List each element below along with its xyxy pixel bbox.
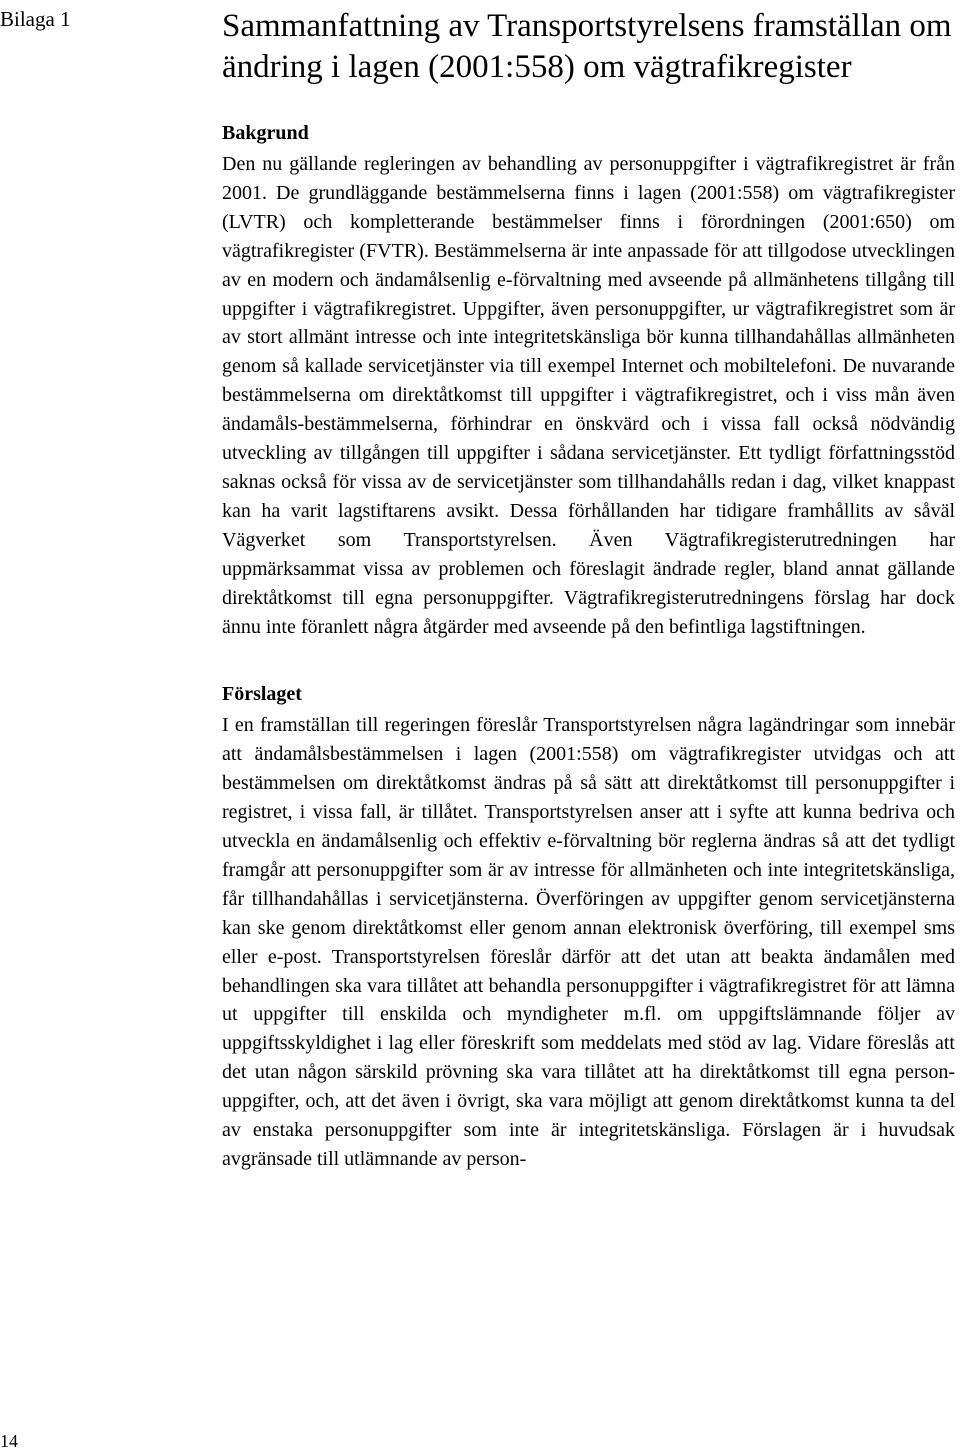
document-body [222, 6, 955, 1174]
appendix-label: Bilaga 1 [0, 7, 71, 31]
section-body-bakgrund: Den nu gällande regleringen av behandling av personuppgifter i vägtrafikregistret är från 2001. De grundläggande bestämmelserna finns i lagen (2001:558) om vägtrafikregister (LVTR) och kompletterande bestämmelser finns i förordningen (2001:650) om vägtrafikregister (FVTR). Bestämmelserna är inte anpassade för att tillgodose utvecklingen av en modern och ändamålsenlig e-förvaltning med avseende på allmänhetens tillgång till uppgifter i vägtrafikregistret. Uppgifter, även personuppgifter, ur vägtrafikregistret som är av stort allmänt intresse och inte integritetskänsliga bör kunna tillhandahållas allmänheten genom så kallade servicetjänster via till exempel Internet och mobiltelefoni. De nuvarande bestämmelserna om direktåtkomst till uppgifter i vägtrafikregistret, och i viss mån även ändamåls-bestämmelserna, förhindrar en önskvärd och i vissa fall också nödvändig utveckling av tillgången till uppgifter i sådana servicetjänster. Ett tydligt författningsstöd saknas också för vissa av de servicetjänster som tillhandahålls redan i dag, vilket knappast kan ha varit lagstiftarens avsikt. Dessa förhållanden har tidigare framhållits av såväl Vägverket som Transportstyrelsen. Även Vägtrafikregisterutredningen har uppmärksammat vissa av problemen och föreslagit ändrade regler, bland annat gällande direktåtkomst till egna personuppgifter. Vägtrafikregisterutredningens förslag har dock ännu inte föranlett några åtgärder med avseende på den befintliga lagstiftningen. [222, 153, 955, 638]
section-heading-bakgrund: Bakgrund [222, 122, 309, 144]
document-title: Sammanfattning av Transportstyrelsens framställan om ändring i lagen (2001:558) om vägtrafikregister [222, 8, 952, 85]
section-body-forslaget: I en framställan till regeringen föreslår Transportstyrelsen några lagändringar som innebär att ändamålsbestämmelsen i lagen (2001:558) om vägtrafikregister utvidgas och att bestämmelsen om direktåtkomst ändras på så sätt att direktåtkomst till personuppgifter i registret, i vissa fall, är tillåtet. Transportstyrelsen anser att i syfte att kunna bedriva och utveckla en ändamålsenlig och effektiv e-förvaltning bör reglerna ändras så att det tydligt framgår att personuppgifter som är av intresse för allmänheten och inte integritetskänsliga, får tillhandahållas i servicetjänsterna. Överföringen av uppgifter genom servicetjänsterna kan ske genom direktåtkomst eller genom annan elektronisk överföring, till exempel sms eller e-post. Transportstyrelsen föreslår därför att det utan att beakta ändamålen med behandlingen ska vara tillåtet att behandla personuppgifter i vägtrafikregistret för att lämna ut uppgifter till enskilda och myndigheter m.fl. om uppgiftslämnande följer av uppgiftsskyldighet i lag eller föreskrift som meddelats med stöd av lag. Vidare föreslås att det utan någon särskild prövning ska vara tillåtet att ha direktåtkomst till egna personuppgifter, och, att det även i övrigt, ska vara möjligt att genom direktåtkomst kunna ta del av enstaka personuppgifter som inte är integritetskänsliga. Förslagen är i huvudsak avgränsade till utlämnande av person- [222, 714, 955, 1170]
page-number: 14 [0, 1431, 18, 1451]
section-heading-forslaget: Förslaget [222, 683, 302, 706]
